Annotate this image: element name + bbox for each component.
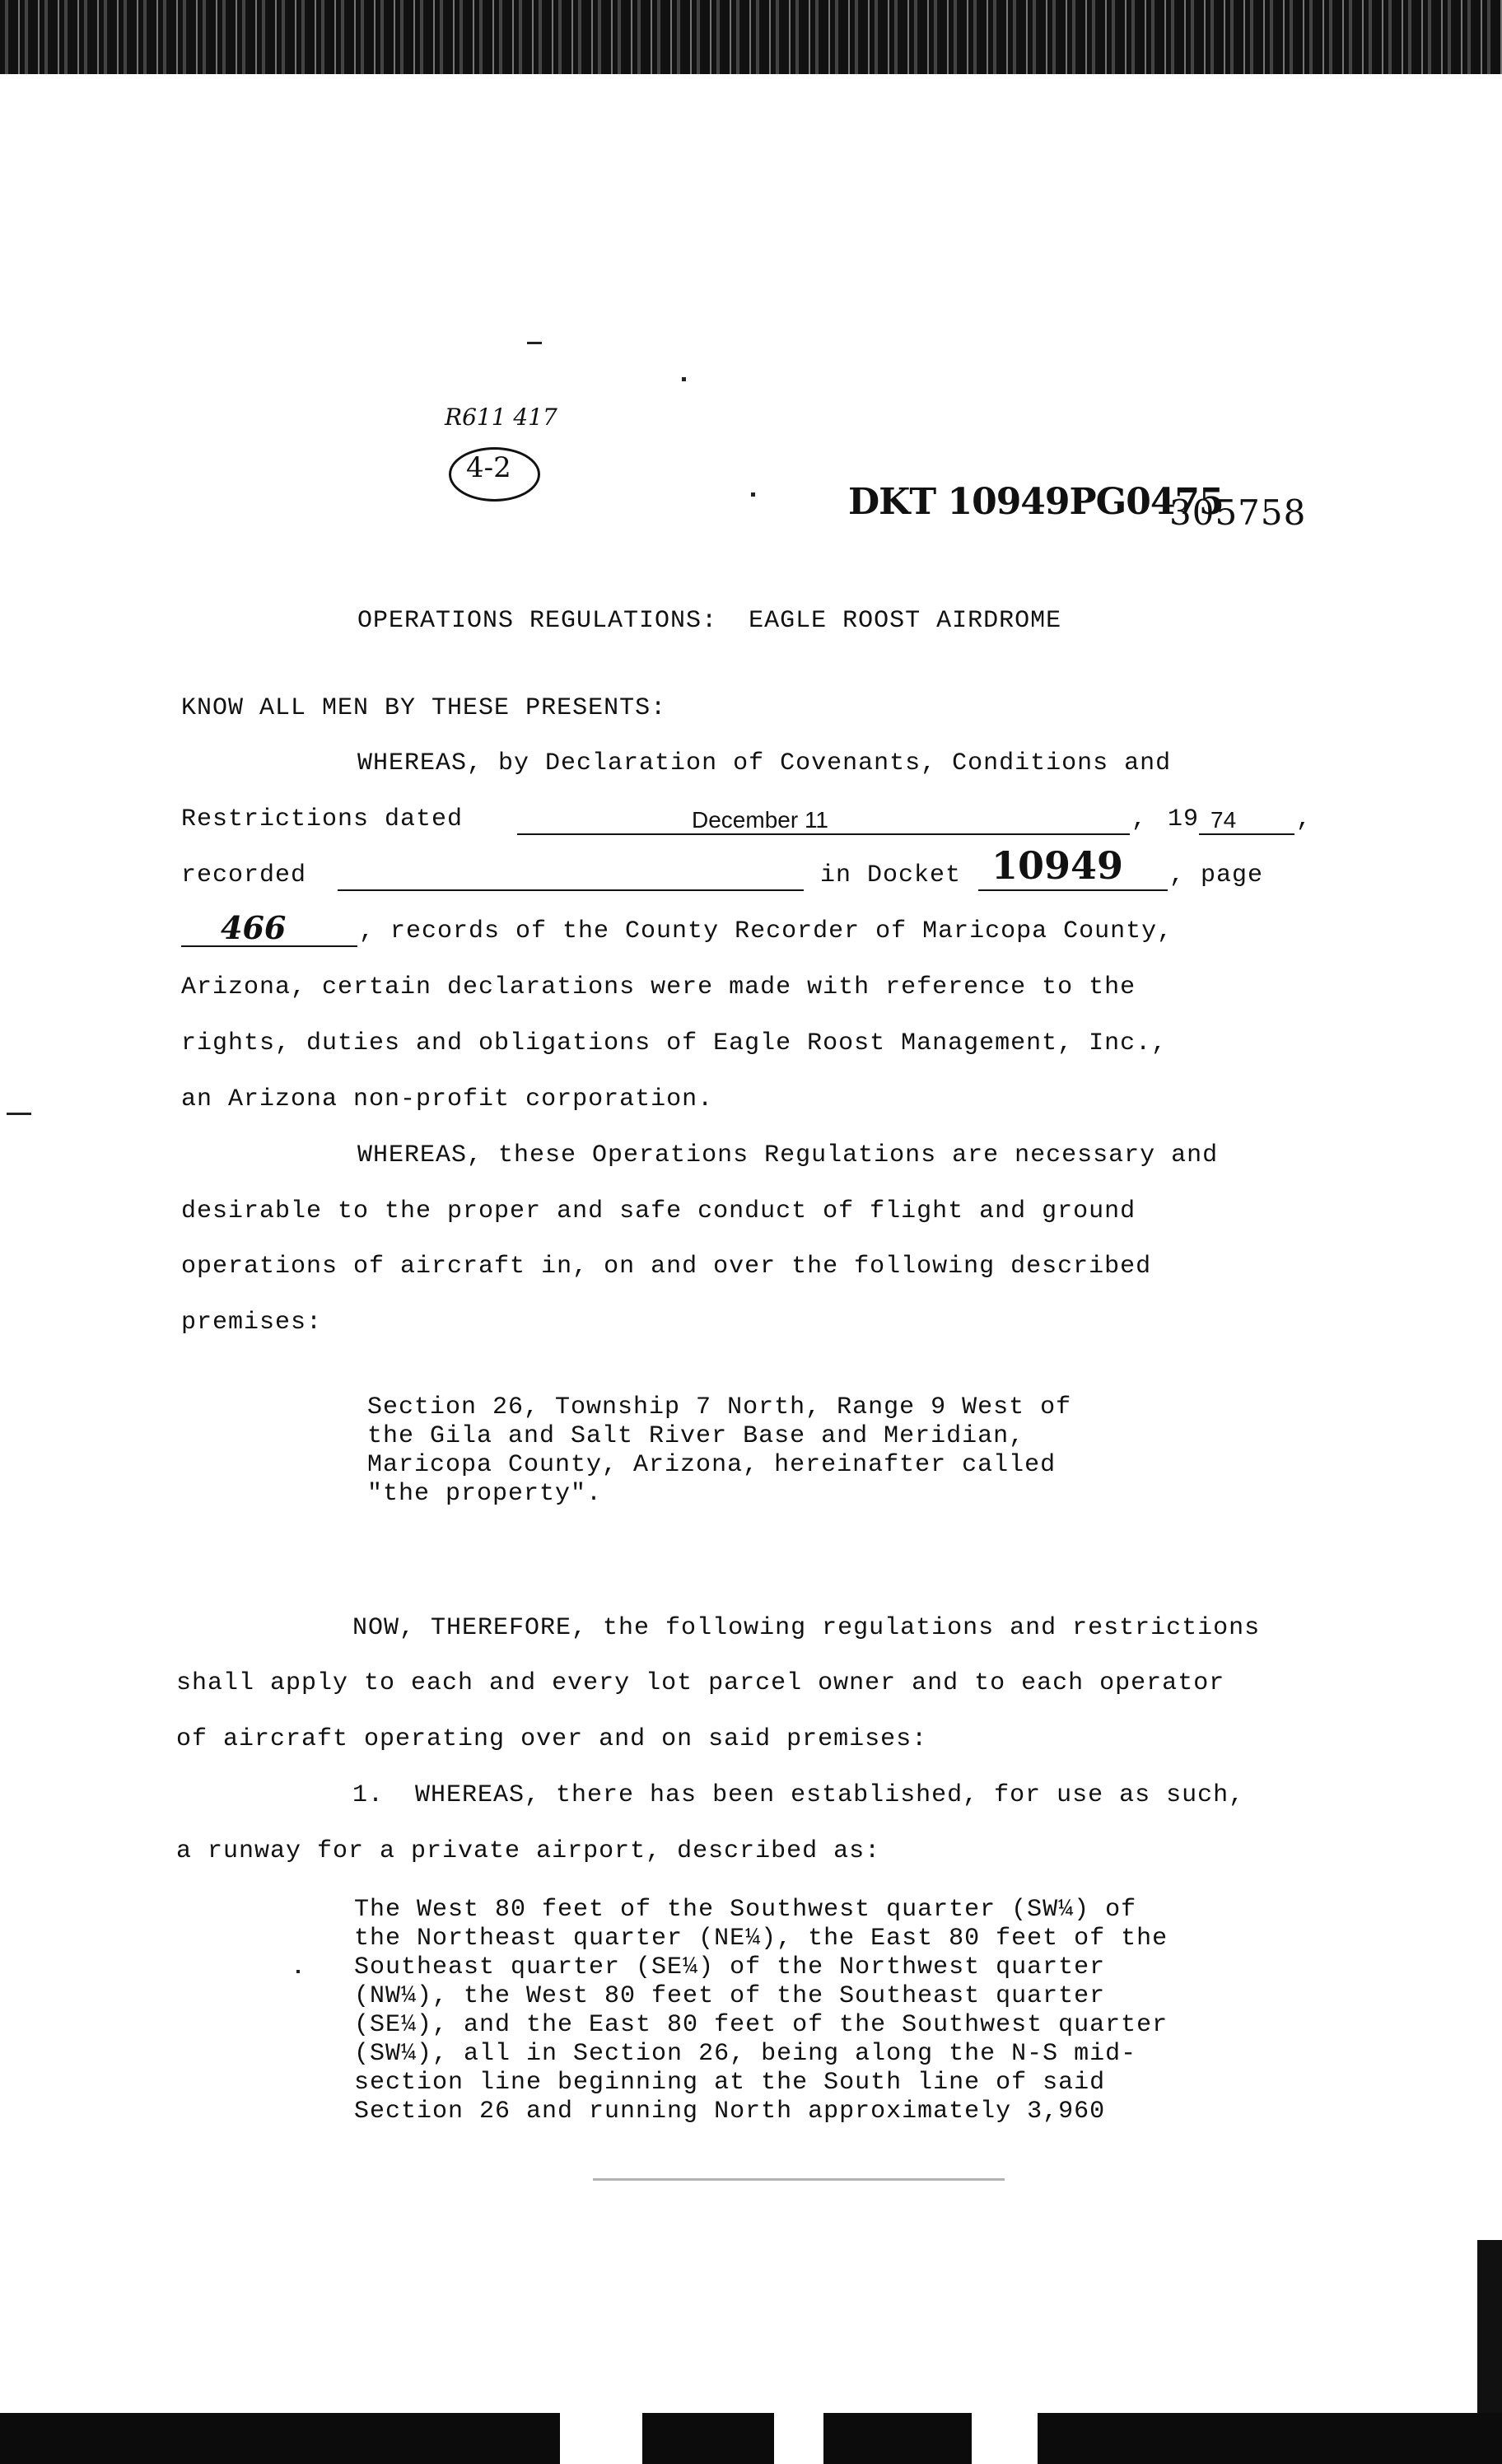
- serial-number: 305758: [1169, 492, 1307, 533]
- whereas1-line5: Arizona, certain declarations were made with reference to the: [181, 973, 1136, 1001]
- document-title: OPERATIONS REGULATIONS: EAGLE ROOST AIRDROME: [357, 607, 1062, 635]
- speck: [593, 2178, 1005, 2181]
- circled-mark-text: 4-2: [466, 451, 511, 484]
- whereas2-line1: WHEREAS, these Operations Regulations are necessary and: [357, 1141, 1219, 1169]
- property-description-line3: Maricopa County, Arizona, hereinafter called: [367, 1451, 1057, 1479]
- whereas1-line6: rights, duties and obligations of Eagle Roost Management, Inc.,: [181, 1029, 1168, 1057]
- runway-description-line1: The West 80 feet of the Southwest quarter (SW¼) of: [354, 1896, 1137, 1924]
- opening-phrase: KNOW ALL MEN BY THESE PRESENTS:: [181, 694, 667, 722]
- property-description-line2: the Gila and Salt River Base and Meridian,: [367, 1422, 1025, 1450]
- runway-description-line6: (SW¼), all in Section 26, being along the N-S mid-: [354, 2040, 1137, 2068]
- runway-description-line5: (SE¼), and the East 80 feet of the Southwest quarter: [354, 2011, 1168, 2039]
- docket-underline: [978, 889, 1168, 891]
- property-description-line4: "the property".: [367, 1480, 603, 1508]
- whereas1-line7: an Arizona non-profit corporation.: [181, 1085, 714, 1113]
- year-underline: [1199, 833, 1294, 835]
- item1-line2: a runway for a private airport, described as:: [176, 1837, 881, 1865]
- recorded-label: recorded: [181, 861, 307, 889]
- docket-value: 10949: [991, 843, 1124, 888]
- year-value: 74: [1210, 807, 1237, 833]
- date-value: December 11: [692, 807, 829, 833]
- now-therefore-line2: shall apply to each and every lot parcel owner and to each operator: [176, 1669, 1225, 1697]
- date-underline: [517, 833, 1130, 835]
- runway-description-line4: (NW¼), the West 80 feet of the Southeast quarter: [354, 1982, 1106, 2010]
- scan-edge-right: [1477, 2240, 1502, 2413]
- property-description-line1: Section 26, Township 7 North, Range 9 West of: [367, 1393, 1072, 1421]
- year-prefix: 19: [1168, 805, 1200, 833]
- whereas2-line3: operations of aircraft in, on and over the following described: [181, 1253, 1152, 1281]
- scan-border-top: [0, 0, 1502, 74]
- docket-label: in Docket: [820, 861, 962, 889]
- runway-description-line3: Southeast quarter (SE¼) of the Northwest quarter: [354, 1953, 1106, 1981]
- speck: [751, 492, 755, 497]
- speck: [527, 342, 542, 344]
- docket-stamp: DKT 10949PG0475: [848, 481, 1224, 523]
- runway-description-line8: Section 26 and running North approximately 3,960: [354, 2098, 1106, 2126]
- recorded-underline: [338, 889, 804, 891]
- runway-description-line7: section line beginning at the South line of said: [354, 2069, 1106, 2097]
- year-comma: ,: [1131, 805, 1148, 833]
- now-therefore-line3: of aircraft operating over and on said premises:: [176, 1725, 928, 1753]
- speck: [682, 377, 686, 381]
- whereas1-line1: WHEREAS, by Declaration of Covenants, Conditions and: [357, 749, 1172, 777]
- whereas2-line4: premises:: [181, 1309, 323, 1337]
- scan-border-bottom: [0, 2413, 1502, 2464]
- year-trailing-comma: ,: [1296, 805, 1313, 833]
- whereas2-line2: desirable to the proper and safe conduct of flight and ground: [181, 1197, 1136, 1225]
- now-therefore-line1: NOW, THEREFORE, the following regulations and restrictions: [352, 1614, 1261, 1642]
- speck: [296, 1970, 300, 1973]
- page-label: , page: [1169, 861, 1264, 889]
- item1-line1: 1. WHEREAS, there has been established, for use as such,: [352, 1781, 1245, 1809]
- records-text: , records of the County Recorder of Maricopa County,: [359, 917, 1173, 945]
- runway-description-line2: the Northeast quarter (NE¼), the East 80 feet of the: [354, 1925, 1168, 1953]
- speck: [7, 1113, 31, 1115]
- page-value: 466: [221, 909, 287, 946]
- handwritten-reference: R611 417: [445, 404, 557, 431]
- dated-label: Restrictions dated: [181, 805, 464, 833]
